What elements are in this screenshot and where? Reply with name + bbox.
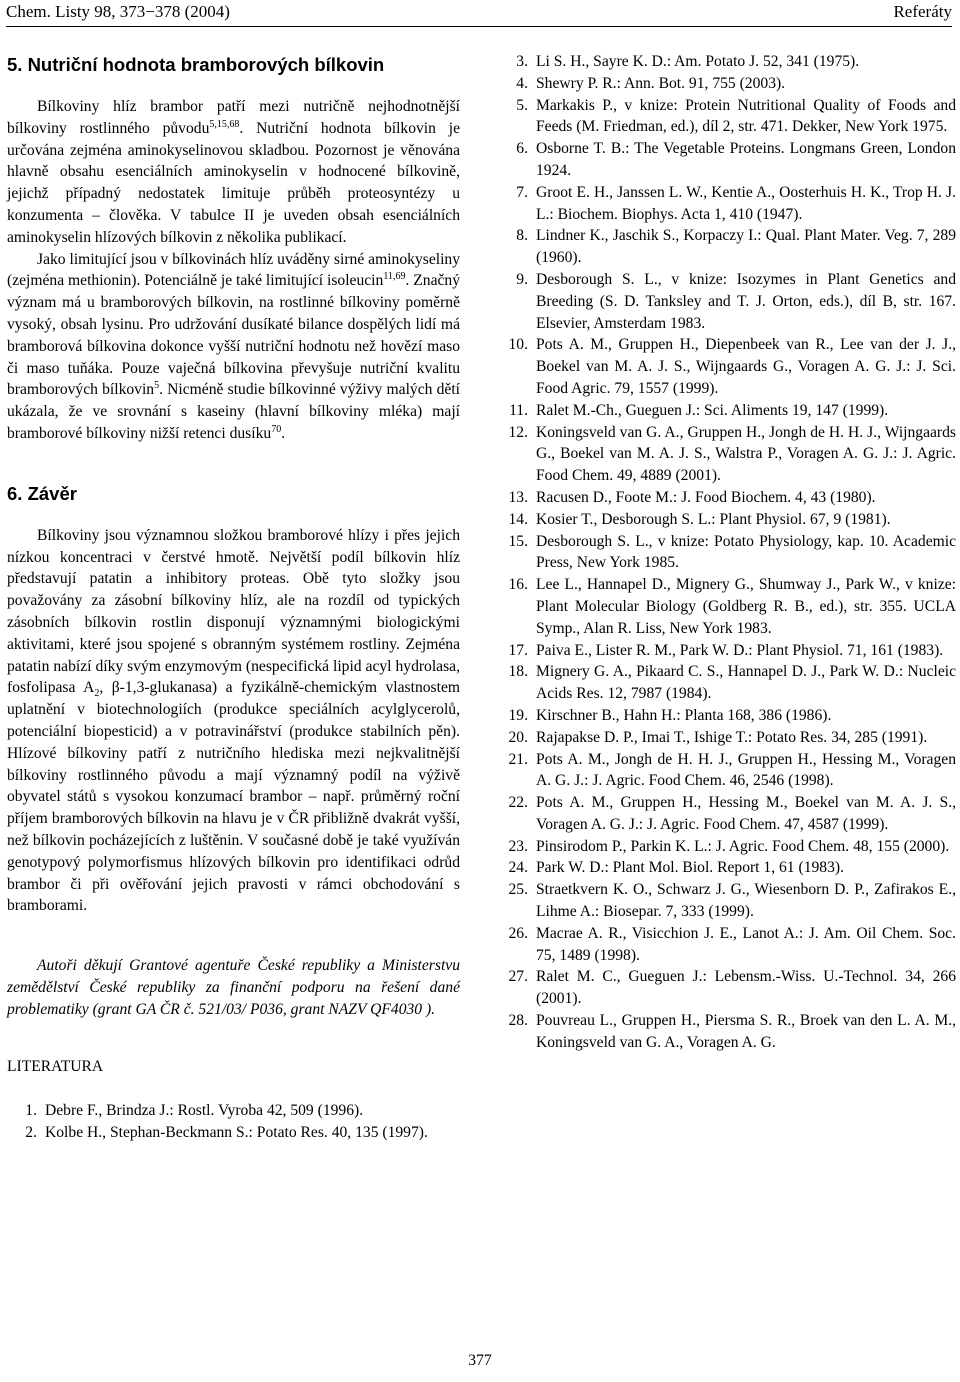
reference-number: 22.	[508, 794, 528, 812]
reference-text: Pouvreau L., Gruppen H., Piersma S. R., Broek van den L. A. M., Koningsveld van G. A., Voragen A. G.	[536, 1012, 956, 1051]
reference-item	[498, 269, 956, 334]
reference-number: 26.	[508, 924, 528, 942]
reference-item	[498, 422, 956, 487]
reference-text: Pinsirodom P., Parkin K. L.: J. Agric. Food Chem. 48, 155 (2000).	[536, 837, 950, 855]
reference-text: Kolbe H., Stephan-Beckmann S.: Potato Res. 40, 135 (1997).	[45, 1124, 428, 1142]
reference-item	[498, 225, 956, 269]
reference-number: 15.	[508, 532, 528, 550]
reference-text: Straetkvern K. O., Schwarz J. G., Wiesenborn D. P., Zafirakos E., Lihme A.: Biosepar. 7, 333 (1999).	[536, 881, 956, 921]
reference-item	[498, 749, 956, 793]
reference-item	[498, 182, 956, 226]
reference-item	[7, 1122, 460, 1144]
reference-text: Macrae A. R., Visicchion J. E., Lanot A.: J. Am. Oil Chem. Soc. 75, 1489 (1998).	[536, 924, 956, 964]
reference-number: 19.	[508, 706, 528, 724]
reference-text: Pots A. M., Jongh de H. H. J., Gruppen H., Hessing M., Voragen A. G. J.: J. Agric. Food Chem. 46, 2546 (1998).	[536, 750, 956, 790]
reference-item	[498, 509, 956, 531]
reference-number: 2.	[25, 1124, 37, 1142]
reference-number: 13.	[508, 488, 528, 506]
reference-text: Groot E. H., Janssen L. W., Kentie A., Oosterhuis H. K., Trop H. J. L.: Biochem. Biophys. Acta 1, 410 (1947).	[536, 183, 956, 223]
reference-number: 8.	[516, 227, 528, 245]
reference-number: 4.	[516, 74, 528, 92]
reference-item	[498, 138, 956, 182]
reference-text: Lee L., Hannapel D., Mignery G., Shumway J., Park W., v knize: Plant Molecular Biology (Goldberg R. B., ed.), str. 355. UCLA Symp., Alan R. Liss, New York 1983.	[536, 576, 956, 637]
reference-item	[498, 727, 956, 749]
reference-text: Desborough S. L., v knize: Potato Physiology, kap. 10. Academic Press, New York 1985.	[536, 532, 956, 572]
section-6-heading: 6. Závěr	[7, 482, 77, 504]
reference-text: Ralet M.-Ch., Gueguen J.: Sci. Aliments 19, 147 (1999).	[536, 401, 889, 419]
reference-text: Osborne T. B.: The Vegetable Proteins. Longmans Green, London 1924.	[536, 140, 956, 179]
reference-number: 25.	[508, 881, 528, 899]
acknowledgement: Autoři děkují Grantové agentuře České republiky a Ministerstvu zemědělství České republiky za finanční podporu na řešení dané problematiky (grant GA ČR č. 521/03/ P036, grant NAZV QF4030 ).	[7, 957, 460, 1018]
reference-number: 12.	[508, 423, 528, 441]
reference-number: 24.	[508, 859, 528, 877]
reference-text: Kirschner B., Hahn H.: Planta 168, 386 (1986).	[536, 706, 832, 724]
reference-text: Pots A. M., Gruppen H., Diepenbeek van R., Lee van der J. J., Boekel van M. A. J. S., Wijngaards G., Voragen A. G. J.: J. Sci. Food Agric. 79, 1557 (1999).	[536, 336, 956, 397]
right-column	[498, 51, 956, 1054]
reference-item	[498, 640, 956, 662]
reference-text: Ralet M. C., Gueguen J.: Lebensm.-Wiss. U.-Technol. 34, 266 (2001).	[536, 968, 956, 1008]
reference-text: Rajapakse D. P., Imai T., Ishige T.: Potato Res. 34, 285 (1991).	[536, 728, 928, 746]
reference-list-right	[498, 51, 956, 1054]
reference-text: Debre F., Brindza J.: Rostl. Vyroba 42, 509 (1996).	[45, 1102, 364, 1120]
running-header	[6, 0, 952, 27]
reference-item	[498, 95, 956, 139]
reference-item	[7, 1100, 460, 1122]
reference-item	[498, 705, 956, 727]
reference-number: 16.	[508, 576, 528, 594]
reference-number: 5.	[516, 96, 528, 114]
reference-number: 6.	[516, 140, 528, 158]
reference-text: Markakis P., v knize: Protein Nutritional Quality of Foods and Feeds (M. Friedman, ed.), díl 2, str. 471. Dekker, New York 1975.	[536, 96, 956, 136]
reference-number: 3.	[516, 53, 528, 70]
reference-item	[498, 73, 956, 95]
reference-item	[498, 857, 956, 879]
reference-item	[498, 531, 956, 575]
section-5-paragraph-1: Bílkoviny hlíz brambor patří mezi nutričně nejhodnotnější bílkoviny rostlinného původu$^{5,15,68}$. Nutriční hodnota bílkovin je určována zejména aminokyselinovou skladbou. Pozornost je věnována hlavně obsahu esenciálních aminokyselin v hodnocené bílkovině, jejichž případný nedostatek limituje průběh proteosyntézy u konzumenta – člověka. V tabulce II je uveden obsah esenciálních aminokyselin hlízových bílkovin z několika publikací.	[7, 98, 460, 246]
reference-item	[498, 487, 956, 509]
reference-item	[498, 661, 956, 705]
reference-text: Mignery G. A., Pikaard C. S., Hannapel D. J., Park W. D.: Nucleic Acids Res. 12, 7987 (1984).	[536, 663, 956, 703]
reference-number: 11.	[509, 401, 528, 419]
reference-item	[498, 879, 956, 923]
reference-item	[498, 966, 956, 1010]
reference-number: 7.	[516, 183, 528, 201]
reference-number: 14.	[508, 510, 528, 528]
reference-number: 21.	[508, 750, 528, 768]
reference-number: 17.	[508, 641, 528, 659]
reference-item	[498, 574, 956, 639]
reference-item	[498, 51, 956, 73]
reference-text: Desborough S. L., v knize: Isozymes in Plant Genetics and Breeding (S. D. Tanksley and T. J. Orton, eds.), díl B, str. 167. Elsevier, Amsterdam 1983.	[536, 270, 956, 332]
literature-heading: LITERATURA	[7, 1058, 104, 1076]
reference-item	[498, 923, 956, 967]
reference-number: 23.	[508, 837, 528, 855]
reference-number: 18.	[508, 663, 528, 681]
reference-number: 9.	[516, 270, 528, 288]
reference-number: 28.	[508, 1012, 528, 1030]
page-number: 377	[468, 1352, 492, 1369]
reference-item	[498, 1010, 956, 1054]
section-5-paragraph-2: Jako limitující jsou v bílkovinách hlíz uváděny sirné aminokyseliny (zejména methionin). Potenciálně je také limitující isoleucin$^{11,69}$. Značný význam má u bramborových bílkovin, na rostlinné bílkoviny poměrně vysoký, obsah lysinu. Pro udržování dusíkaté bilance dospělých lidí má bramborová bílkovina dokonce vyšší nutriční hodnotu než hovězí maso či maso tuňáka. Pouze vaječná bílkovina převyšuje nutriční kvalitu bramborových bílkovin$^5$. Nicméně studie bílkovinné výživy malých dětí ukázala, že ve srovnání s kaseiny (hlavní bílkoviny mléka) mají bramborové bílkoviny nižší retenci dusíku$^{70}$.	[7, 250, 461, 442]
reference-number: 10.	[508, 336, 528, 354]
reference-text: Racusen D., Foote M.: J. Food Biochem. 4, 43 (1980).	[536, 488, 876, 506]
reference-list-left	[7, 1100, 460, 1144]
reference-number: 20.	[508, 728, 528, 746]
reference-number: 27.	[508, 968, 528, 986]
reference-item	[498, 836, 956, 858]
reference-item	[498, 334, 956, 399]
section-5-heading: 5. Nutriční hodnota bramborových bílkovin	[7, 54, 385, 75]
reference-text: Pots A. M., Gruppen H., Hessing M., Boekel van M. A. J. S., Voragen A. G. J.: J. Agric. Food Chem. 47, 4587 (1999).	[536, 794, 956, 833]
reference-text: Li S. H., Sayre K. D.: Am. Potato J. 52, 341 (1975).	[536, 53, 860, 70]
reference-number: 1.	[25, 1102, 37, 1120]
reference-text: Shewry P. R.: Ann. Bot. 91, 755 (2003).	[536, 74, 786, 92]
reference-text: Koningsveld van G. A., Gruppen H., Jongh de H. H. J., Wijngaards G., Boekel van M. A. J. S., Walstra P., Voragen A. G. J.: J. Agric. Food Chem. 49, 4889 (2001).	[536, 423, 956, 485]
journal-citation: Chem. Listy 98, 373−378 (2004)	[6, 2, 230, 21]
reference-item	[498, 400, 956, 422]
reference-text: Paiva E., Lister R. M., Park W. D.: Plant Physiol. 71, 161 (1983).	[536, 641, 944, 659]
reference-text: Kosier T., Desborough S. L.: Plant Physiol. 67, 9 (1981).	[536, 510, 891, 528]
reference-text: Lindner K., Jaschik S., Korpaczy I.: Qual. Plant Mater. Veg. 7, 289 (1960).	[536, 227, 956, 267]
reference-item	[498, 792, 956, 836]
section-label: Referáty	[893, 2, 952, 21]
left-column	[7, 52, 460, 1144]
section-6-paragraph: Bílkoviny jsou významnou složkou bramborové hlízy i přes jejich nízkou koncentraci v čerstvé hmotě. Největší podíl bílkovin hlíz představují patatin a inhibitory proteas. Obě tyto složky jsou považovány za zásobní bílkoviny hlíz, ale na rozdíl od typických zásobních bílkovin rostlin disponují významnými biologickými aktivitami, které jsou spojené s obranným systémem rostliny. Zejména patatin nabízí díky svým enzymovým (nespecifická lipid acyl hydrolasa, fosfolipasa $A_2$, β-1,3-glukanasa) a fyzikálně-chemickým vlastnostem uplatnění v biotechnologiích (produkce speciálních acylglycerolů, potenciální biopesticid) a v potravinářství (produkce stabilních pěn). Hlízové bílkoviny patří z nutričního hlediska mezi nejkvalitnější bílkoviny rostlinného původu a mají významný podíl na výživě obyvatel států s vysokou konzumací brambor – např. průměrný roční příjem bramborových bílkovin na hlavu je v ČR přibližně dvakrát vyšší, než bílkovin pocházejících z luštěnin. V současné době je také využíván genotypový polymorfismus hlízových bílkovin pro identifikaci odrůd brambor či při ověřování jejich pravosti v rámci obchodování s bramborami.	[7, 526, 460, 915]
reference-text: Park W. D.: Plant Mol. Biol. Report 1, 61 (1983).	[536, 859, 844, 877]
